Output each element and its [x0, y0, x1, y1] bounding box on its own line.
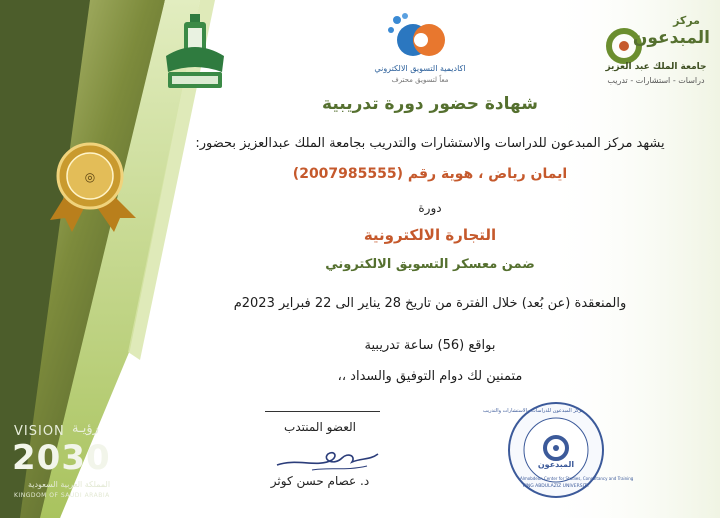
official-seal — [482, 400, 634, 500]
academy-logo-icon — [385, 12, 455, 62]
certificate-title: شهادة حضور دورة تدريبية — [322, 94, 538, 114]
gold-badge-icon — [40, 138, 145, 233]
vision-year: 2030 — [12, 438, 111, 478]
academy-slogan: معاً لتسويق محترف — [391, 76, 449, 84]
university-logo-icon — [160, 12, 230, 92]
certificate-intro: يشهد مركز المبدعون للدراسات والاستشارات والتدريب بجامعة الملك عبدالعزيز بحضور: — [195, 136, 665, 151]
course-name: التجارة الالكترونية — [363, 226, 497, 244]
center-tagline: دراسات - استشارات - تدريب — [607, 76, 705, 85]
hours-line: بواقع (56) ساعة تدريبية — [364, 338, 496, 353]
seal-ring-en: Almobdeon Center for Studies, Consultancy and Training — [520, 476, 634, 481]
seal-university-en: KING ABDULAZIZ UNIVERSITY — [522, 484, 590, 489]
closing-line: متمنين لك دوام التوفيق والسداد ،، — [337, 369, 523, 384]
svg-text:◎: ◎ — [84, 170, 96, 184]
seal-ring-text: مركز المبدعون للدراسات والاستشارات والتدريب — [482, 408, 584, 414]
vision-arabic: رؤيـة — [72, 421, 99, 436]
course-label: دورة — [418, 201, 442, 215]
academy-name: اكاديمية التسويق الالكتروني — [374, 64, 466, 73]
center-name: المبدعون — [632, 28, 710, 48]
center-top-word: مركز — [673, 14, 700, 27]
period-line: والمنعقدة (عن بُعد) خلال الفترة من تاريخ 28 يناير الى 22 فبراير 2023م — [233, 296, 627, 311]
vision-word: VISION — [14, 424, 65, 439]
vision-kingdom: KINGDOM OF SAUDI ARABIA — [14, 492, 110, 499]
vision-arabic-kingdom: المملكة العربية السعودية — [27, 480, 111, 489]
center-university: جامعة الملك عبد العزيز — [605, 62, 707, 72]
signatory-name: د. عصام حسن كوثر — [270, 474, 370, 488]
recipient-line: ايمان رياض ، هوية رقم (2007985555) — [292, 166, 568, 182]
signature-rule — [265, 411, 380, 412]
signatory-role: العضو المنتدب — [284, 420, 356, 434]
seal-center-text: المبدعون — [537, 460, 575, 469]
signature-mark — [272, 440, 382, 475]
program-line: ضمن معسكر التسويق الالكتروني — [325, 257, 535, 272]
